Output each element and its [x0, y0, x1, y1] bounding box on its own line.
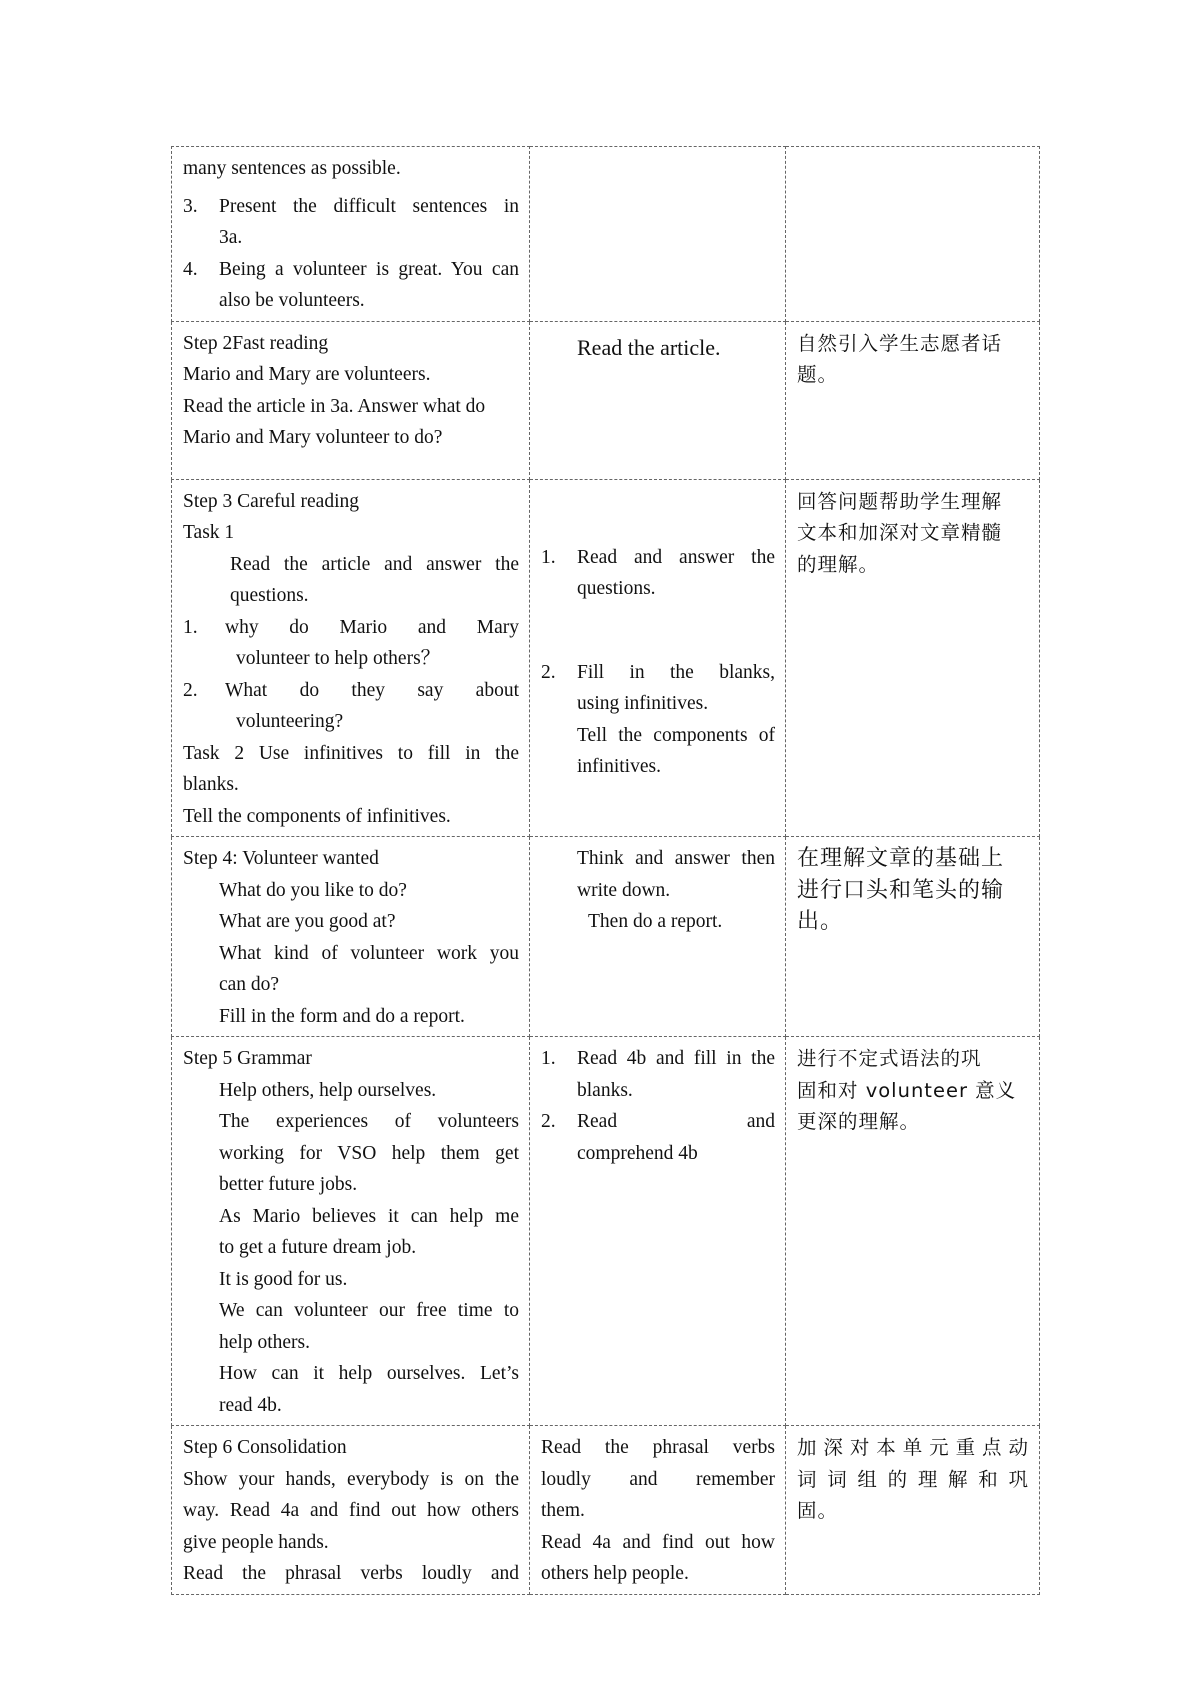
cell-text: We can volunteer our free time to: [219, 1300, 519, 1321]
list-item: [541, 1106, 775, 1169]
cell-text: Read 4a and find out how: [541, 1531, 775, 1553]
cell-text: can do?: [219, 974, 280, 995]
list-number: 1.: [541, 1048, 556, 1069]
cell-text: Tell the components of: [577, 724, 775, 746]
cell-text: using infinitives.: [577, 693, 709, 714]
cell-text: Tell the components of infinitives.: [183, 805, 451, 827]
activity-cell: [530, 1426, 786, 1595]
activity-cell: [530, 321, 786, 479]
cell-text: blanks.: [183, 774, 239, 795]
list-number: 1.: [541, 546, 556, 568]
list-number: 2.: [541, 1111, 556, 1132]
procedure-cell: [172, 479, 530, 837]
purpose-cell: [786, 321, 1040, 479]
list-number: 2.: [183, 679, 198, 701]
purpose-cell: [786, 837, 1040, 1037]
cell-text: Read 4b and fill in the: [577, 1048, 775, 1069]
cell-text: better future jobs.: [219, 1174, 358, 1195]
cell-text: working for VSO help them get: [219, 1142, 519, 1164]
list-item: [541, 1043, 775, 1106]
cell-text: What kind of volunteer work you: [219, 942, 519, 964]
cell-text: read 4b.: [219, 1394, 282, 1416]
list-item: [183, 191, 519, 254]
cell-text: 进行不定式语法的巩: [797, 1047, 982, 1070]
step-title: Step 2Fast reading: [183, 332, 329, 354]
cell-text: As Mario believes it can help me: [219, 1205, 519, 1227]
table-row: [172, 1037, 1040, 1426]
purpose-cell: [786, 1426, 1040, 1595]
cell-text: Task 1: [183, 522, 235, 543]
activity-cell: [530, 837, 786, 1037]
cell-text: volunteer to help others？: [236, 648, 441, 669]
cell-text: 文本和加深对文章精髓: [797, 521, 1003, 544]
cell-text: 词词组的理解和巩: [797, 1467, 1029, 1491]
cell-text: Read the phrasal verbs: [541, 1437, 775, 1458]
cell-text: give people hands.: [183, 1531, 329, 1553]
list-number: 3.: [183, 195, 198, 217]
cell-text: Mario and Mary volunteer to do?: [183, 427, 443, 448]
list-item: [541, 657, 775, 783]
cell-text: comprehend 4b: [577, 1142, 698, 1164]
cell-text: It is good for us.: [219, 1268, 348, 1290]
cell-text: help others.: [219, 1331, 310, 1353]
procedure-cell: [172, 1426, 530, 1595]
cell-text: Read the article.: [577, 334, 721, 360]
cell-text: Think and answer then: [577, 848, 775, 869]
list-item: [183, 612, 519, 675]
cell-text: many sentences as possible.: [183, 158, 401, 179]
cell-text: 题。: [797, 363, 839, 386]
cell-text: questions.: [230, 585, 309, 606]
cell-text: Fill in the blanks,: [577, 661, 775, 683]
cell-text: 更深的理解。: [797, 1110, 921, 1133]
list-number: 2.: [541, 661, 556, 683]
cell-text: What do they say about: [225, 679, 519, 701]
cell-text: 固。: [797, 1499, 839, 1522]
purpose-cell: [786, 147, 1040, 322]
cell-text: questions.: [577, 578, 656, 599]
procedure-cell: [172, 147, 530, 322]
cell-text: Show your hands, everybody is on the: [183, 1468, 519, 1490]
table-row: [172, 837, 1040, 1037]
cell-text: volunteering?: [236, 711, 344, 732]
cell-text: blanks.: [577, 1079, 633, 1101]
cell-text: 在理解文章的基础上: [797, 846, 1005, 871]
procedure-cell: [172, 321, 530, 479]
list-item: [183, 254, 519, 317]
cell-text: 加深对本单元重点动: [797, 1436, 1029, 1459]
cell-text: How can it help ourselves. Let’s: [219, 1363, 519, 1384]
cell-text: others help people.: [541, 1563, 689, 1584]
cell-text: 进行口头和笔头的输: [797, 877, 1005, 903]
cell-text: Read the phrasal verbs loudly and: [183, 1563, 519, 1584]
activity-cell: [530, 479, 786, 837]
cell-text: infinitives.: [577, 756, 661, 777]
cell-text: also be volunteers.: [219, 290, 365, 311]
cell-text: Being a volunteer is great. You can: [219, 258, 519, 280]
procedure-cell: [172, 1037, 530, 1426]
step-title: Step 6 Consolidation: [183, 1437, 347, 1458]
purpose-cell: [786, 479, 1040, 837]
cell-text: way. Read 4a and find out how others: [183, 1500, 519, 1521]
cell-text: Help others, help ourselves.: [219, 1079, 437, 1101]
cell-text: Fill in the form and do a report.: [219, 1005, 465, 1027]
cell-text: What are you good at?: [219, 911, 396, 932]
step-title: Step 3 Careful reading: [183, 490, 359, 512]
cell-text: them.: [541, 1500, 585, 1521]
cell-text: Present the difficult sentences in: [219, 195, 519, 217]
activity-cell: [530, 147, 786, 322]
table-row: [172, 147, 1040, 322]
lesson-plan-table: [171, 146, 1040, 1595]
cell-text: 的理解。: [797, 552, 880, 576]
cell-text: Read the article in 3a. Answer what do: [183, 395, 486, 417]
list-item: [183, 675, 519, 738]
cell-text: Mario and Mary are volunteers.: [183, 364, 431, 385]
cell-text: What do you like to do?: [219, 879, 407, 901]
cell-text: Task 2 Use infinitives to fill in the: [183, 742, 519, 764]
cell-text: 3a.: [219, 227, 243, 248]
cell-text: 回答问题帮助学生理解: [797, 489, 1003, 513]
cell-text: Read and: [577, 1111, 775, 1132]
cell-text: write down.: [577, 879, 671, 901]
cell-text: 出。: [797, 909, 844, 934]
step-title: Step 5 Grammar: [183, 1048, 312, 1069]
step-title: Step 4: Volunteer wanted: [183, 848, 379, 869]
cell-text: Read the article and answer the: [230, 553, 519, 575]
activity-cell: [530, 1037, 786, 1426]
list-number: 4.: [183, 258, 198, 280]
list-item: [541, 542, 775, 605]
cell-text: 自然引入学生志愿者话: [797, 331, 1003, 355]
table-row: [172, 1426, 1040, 1595]
cell-text: The experiences of volunteers: [219, 1111, 519, 1132]
purpose-cell: [786, 1037, 1040, 1426]
cell-text: Then do a report.: [588, 911, 723, 932]
cell-text: to get a future dream job.: [219, 1237, 417, 1258]
cell-text: 固和对 volunteer 意义: [797, 1078, 1017, 1102]
procedure-cell: [172, 837, 530, 1037]
cell-text: loudly and remember: [541, 1468, 775, 1490]
list-number: 1.: [183, 616, 198, 638]
table-row: [172, 479, 1040, 837]
table-row: [172, 321, 1040, 479]
cell-text: why do Mario and Mary: [225, 616, 519, 638]
cell-text: Read and answer the: [577, 546, 775, 568]
